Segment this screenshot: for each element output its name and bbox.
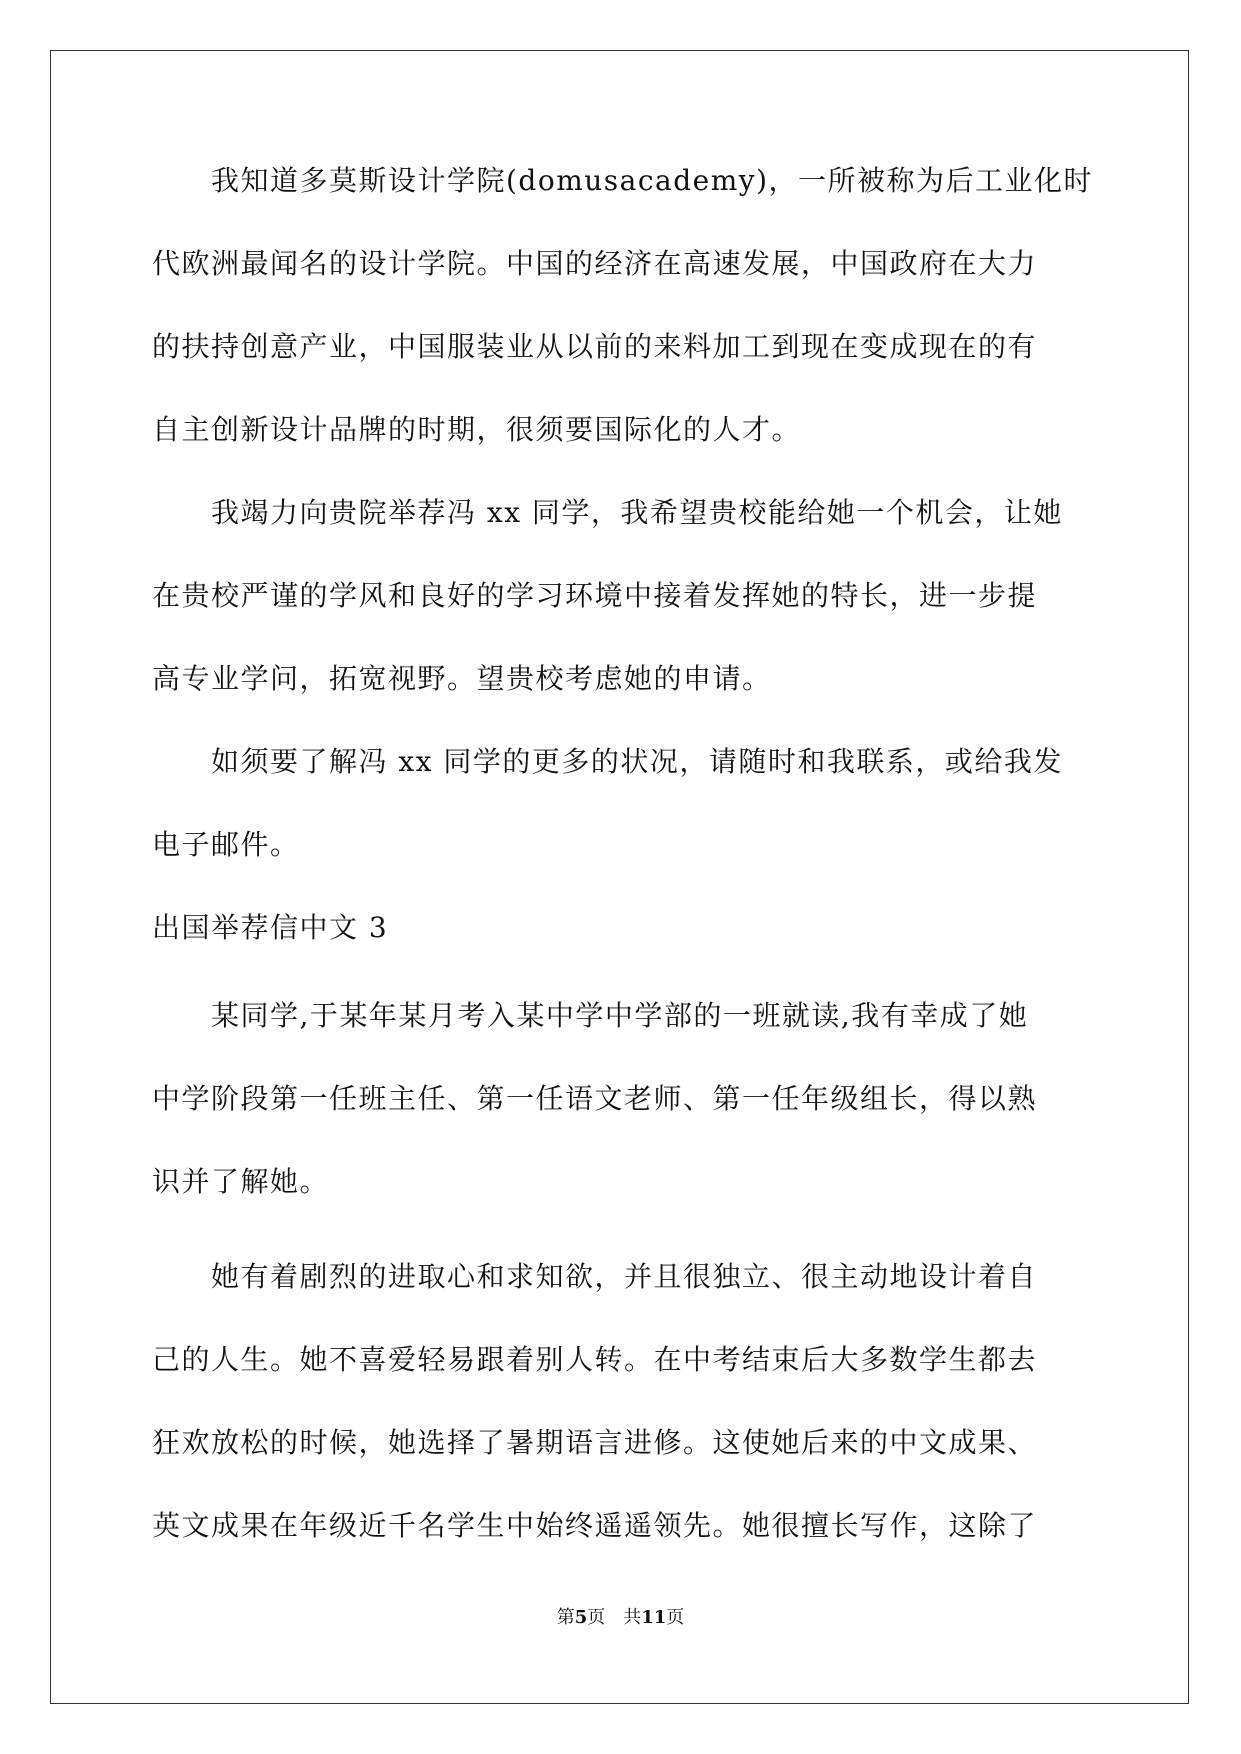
current-page-number: 5 [574,1607,588,1628]
footer-total-prefix: 共 [623,1607,642,1628]
section-heading: 出国举荐信中文 3 [152,911,389,944]
footer-prefix: 第 [556,1607,575,1628]
page-footer [0,1606,1241,1630]
text-line: 如须要了解冯 xx 同学的更多的状况，请随时和我联系，或给我发 [152,745,1063,778]
text-line: 高专业学问，拓宽视野。望贵校考虑她的申请。 [152,662,772,695]
text-line: 我知道多莫斯设计学院(domusacademy)，一所被称为后工业化时 [152,164,1094,197]
text-line: 在贵校严谨的学风和良好的学习环境中接着发挥她的特长，进一步提 [152,579,1038,612]
text-line: 中学阶段第一任班主任、第一任语文老师、第一任年级组长，得以熟 [152,1082,1038,1115]
footer-page-suffix: 页 [587,1607,606,1628]
text-line: 识并了解她。 [152,1165,330,1198]
document-body [152,160,1094,1588]
text-line: 己的人生。她不喜爱轻易跟着别人转。在中考结束后大多数学生都去 [152,1343,1038,1376]
text-line: 某同学,于某年某月考入某中学中学部的一班就读,我有幸成了她 [152,999,1029,1032]
text-line: 电子邮件。 [152,828,300,861]
text-line: 我竭力向贵院举荐冯 xx 同学，我希望贵校能给她一个机会，让她 [152,496,1063,529]
text-line: 自主创新设计品牌的时期，很须要国际化的人才。 [152,413,802,446]
text-line: 的扶持创意产业，中国服装业从以前的来料加工到现在变成现在的有 [152,330,1038,363]
text-line: 英文成果在年级近千名学生中始终遥遥领先。她很擅长写作，这除了 [152,1509,1038,1542]
text-line: 狂欢放松的时候，她选择了暑期语言进修。这使她后来的中文成果、 [152,1426,1038,1459]
total-page-number: 11 [641,1607,667,1628]
text-line: 她有着剧烈的进取心和求知欲，并且很独立、很主动地设计着自 [152,1260,1038,1293]
text-line: 代欧洲最闻名的设计学院。中国的经济在高速发展，中国政府在大力 [152,247,1038,280]
footer-total-suffix: 页 [666,1607,685,1628]
